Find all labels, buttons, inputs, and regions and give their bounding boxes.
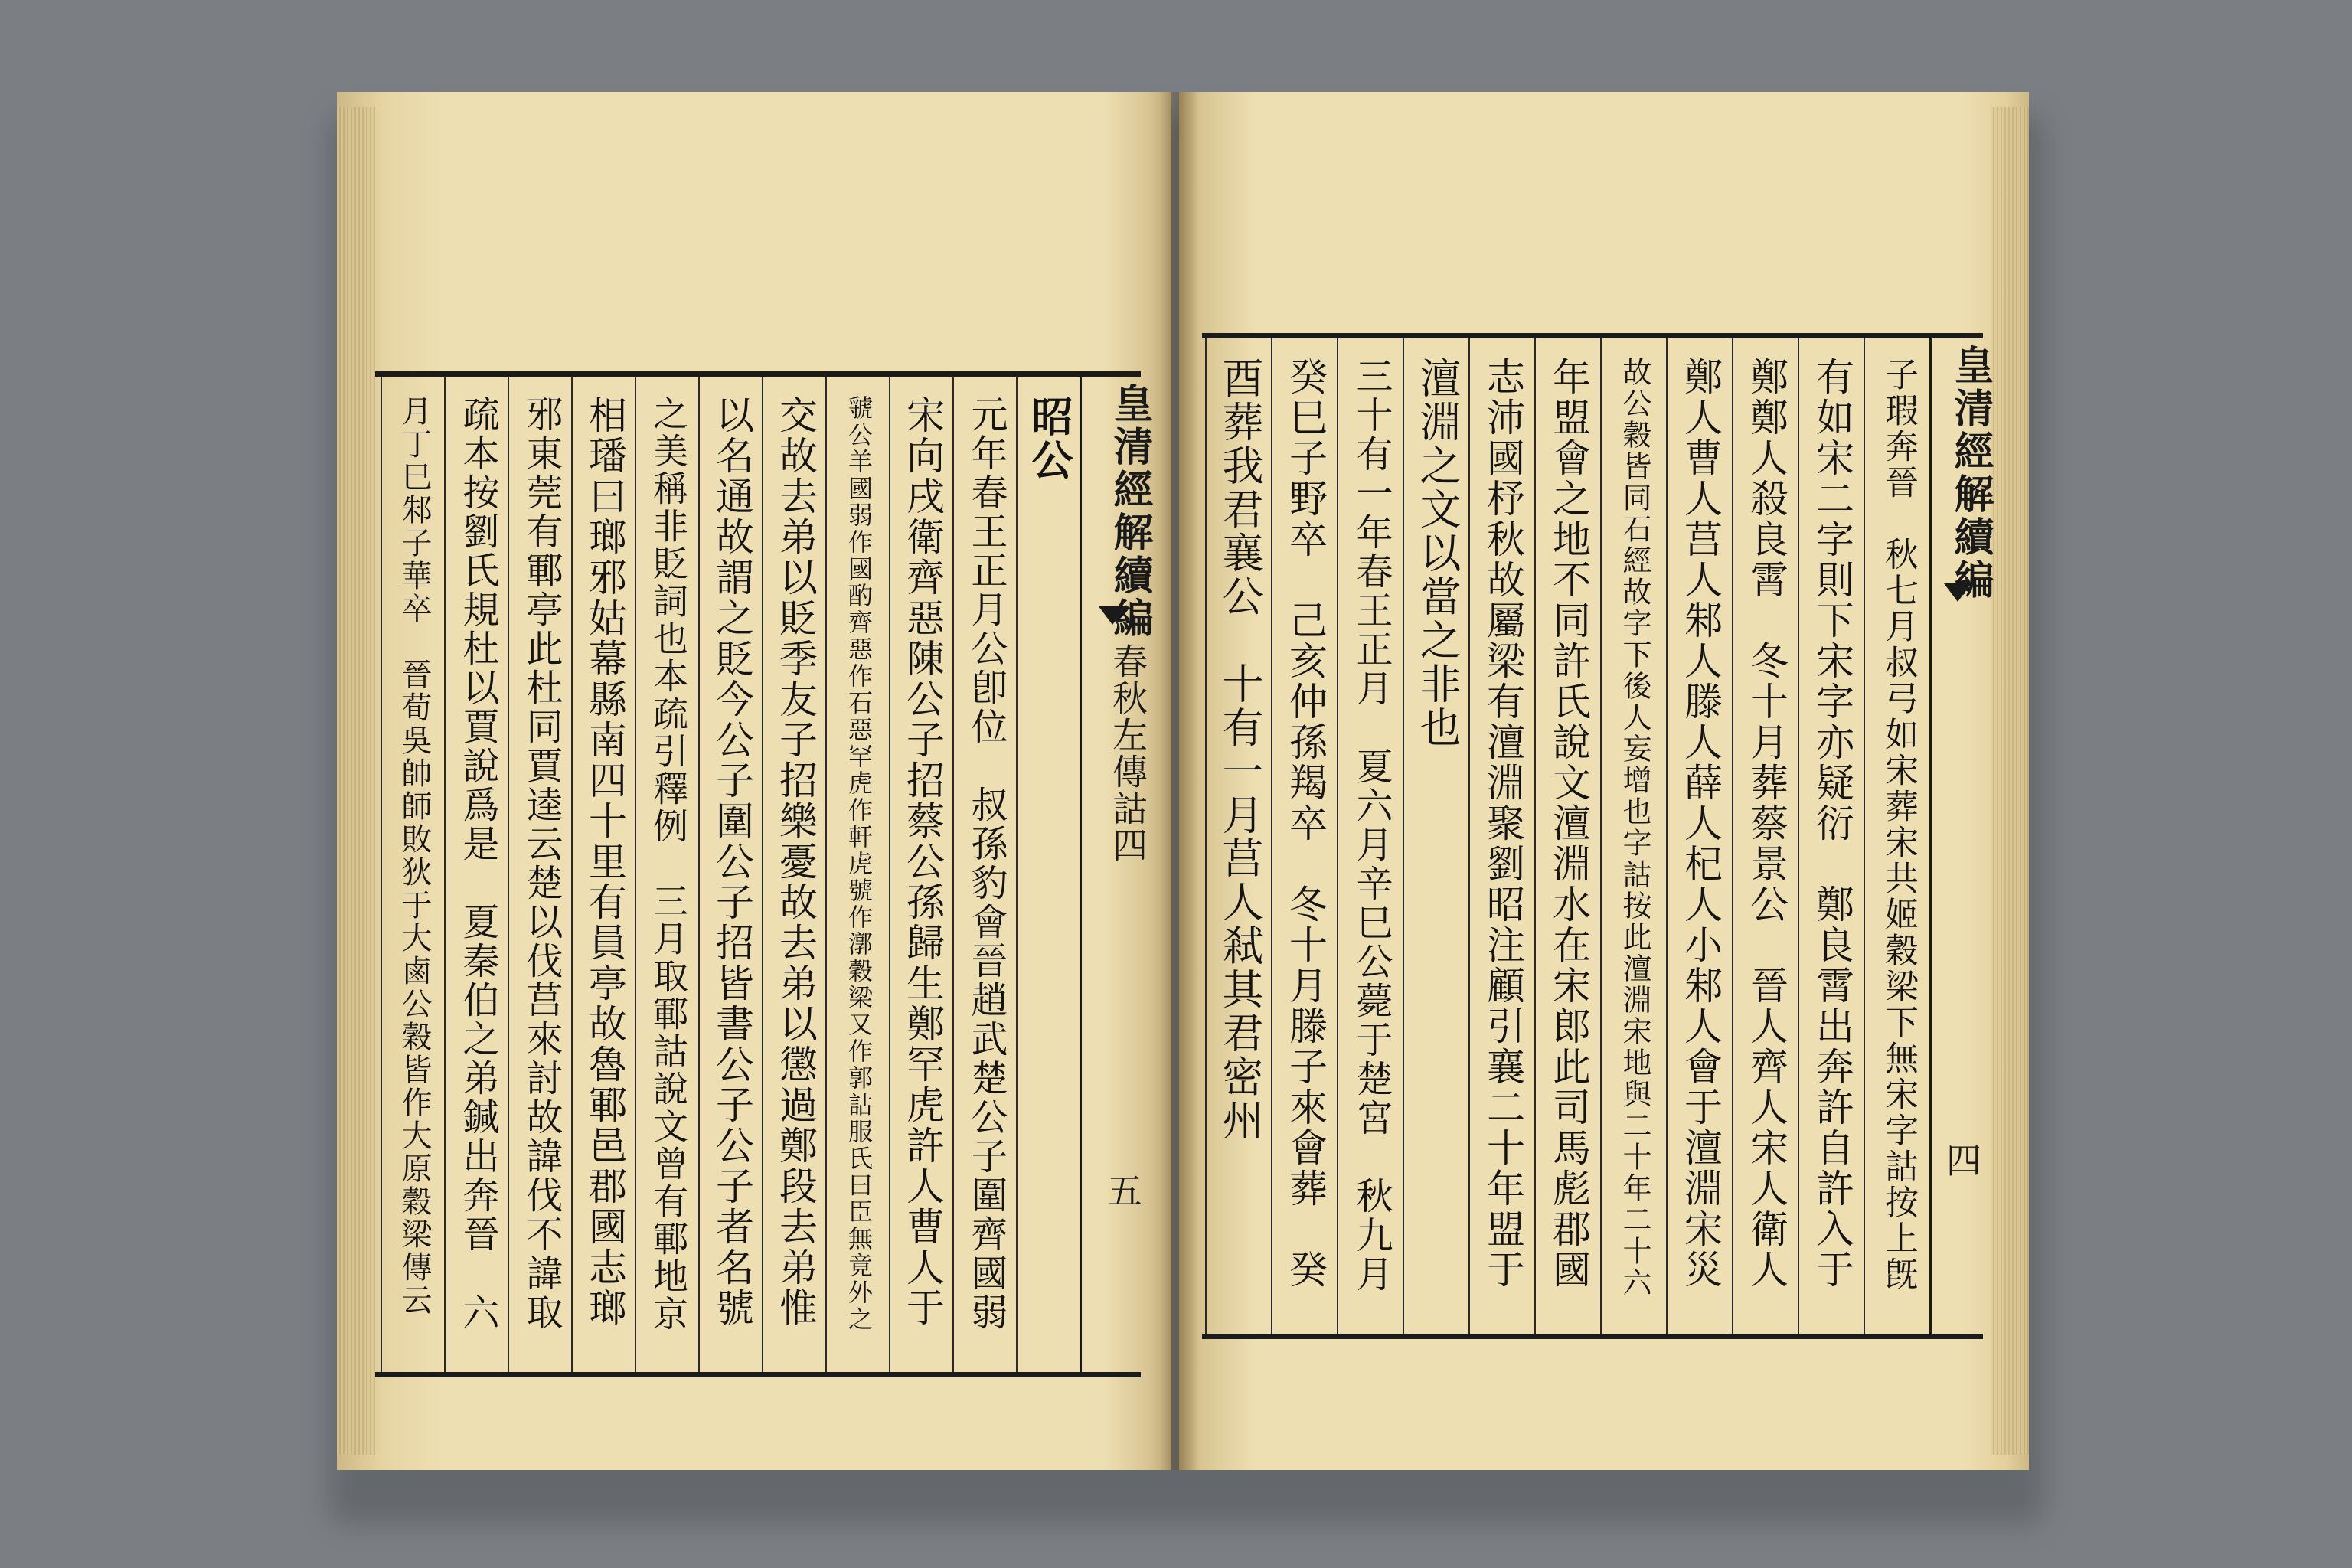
right-text-frame (1202, 333, 1983, 1339)
column-text: 鄭鄭人殺良霄 冬十月葬蔡景公 晉人齊人宋人衛人 (1744, 357, 1788, 1290)
column-text: 故公穀皆同石經故字下後人妄增也字詁按此澶淵宋地與二十年二十六 (1618, 357, 1651, 1298)
left_page-column (635, 377, 700, 1372)
column-text: 宋向戌衛齊惡陳公子招蔡公孫歸生鄭罕虎許人曹人于 (900, 395, 945, 1328)
left_page-column (952, 377, 1018, 1372)
left-margin-subtitle: 春秋左傳詁四 (1107, 643, 1148, 864)
right_page-column (1205, 338, 1272, 1334)
column-text: 月丁巳邾子華卒 晉荀吳帥師敗狄于大鹵公穀皆作大原穀梁傳云 (397, 395, 432, 1317)
left_page-column (762, 377, 827, 1372)
right-page-edges (1991, 107, 2029, 1455)
left-text-frame (375, 371, 1141, 1377)
right_page-column (1468, 338, 1536, 1334)
column-text: 以名通故謂之貶今公子圍公子招皆書公子公子者名號 (710, 395, 754, 1328)
right_page-column (1271, 338, 1338, 1334)
column-text: 三十有一年春王正月 夏六月辛巳公薨于楚宮 秋九月 (1350, 357, 1393, 1294)
left_page-column (825, 377, 890, 1372)
right_page-column (1403, 338, 1470, 1334)
chapter-heading: 昭公 (1025, 395, 1074, 482)
column-text: 子瑕奔晉 秋七月叔弓如宋葬宋共姬穀梁下無宋字詁按上旣 (1879, 357, 1918, 1292)
right_page-column (1732, 338, 1799, 1334)
column-text: 相璠曰瑯邪姑幕縣南四十里有員亭故魯鄆邑郡國志瑯 (583, 395, 627, 1328)
right-margin-title: 皇清經解續編 (1947, 345, 1994, 602)
column-text: 鄭人曹人莒人邾人滕人薛人杞人小邾人會于澶淵宋災 (1678, 357, 1723, 1290)
column-text: 酉葬我君襄公 十有一月莒人弒其君密州 (1216, 357, 1264, 1142)
column-text: 虢公羊國弱作國酌齊惡作石惡罕虎作軒虎號作漷穀梁又作郭詁服氏曰臣無竟外之 (844, 395, 874, 1333)
left_page-column (571, 377, 636, 1372)
left_page-column (889, 377, 954, 1372)
right_page-column (1534, 338, 1602, 1334)
column-text: 元年春王正月公卽位 叔孫豹會晉趙武楚公子圍齊國弱 (965, 395, 1008, 1332)
left_page-column (698, 377, 763, 1372)
column-text: 疏本按劉氏規杜以賈說爲是 夏秦伯之弟鍼出奔晉 六 (456, 395, 499, 1332)
right_page-column (1666, 338, 1733, 1334)
column-text: 之美稱非貶詞也本疏引釋例 三月取鄆詁說文曾有鄆地京 (648, 395, 689, 1333)
column-text: 邪東莞有鄆亭此杜同賈逵云楚以伐莒來討故諱伐不諱取 (520, 395, 563, 1332)
right_page-column (1798, 338, 1865, 1334)
left_page-column (508, 377, 573, 1372)
column-text: 有如宋二字則下宋字亦疑衍 鄭良霄出奔許自許入于 (1810, 357, 1854, 1290)
left_page-column (381, 377, 446, 1372)
left-page-edges (337, 107, 375, 1455)
column-text: 交故去弟以貶季友子招樂憂故去弟以懲過鄭段去弟惟 (773, 395, 818, 1328)
left-margin-title: 皇清經解續編 (1106, 383, 1153, 640)
left_page-column (444, 377, 509, 1372)
right_page-column (1864, 338, 1931, 1334)
right-folio: 四 (1946, 1140, 1981, 1181)
right_page-column (1337, 338, 1404, 1334)
left-folio: 五 (1107, 1171, 1142, 1212)
column-text: 志沛國杼秋故屬梁有澶淵聚劉昭注顧引襄二十年盟于 (1481, 357, 1525, 1290)
right_page-column (1600, 338, 1668, 1334)
book-gutter (1160, 92, 1198, 1470)
column-text: 年盟會之地不同許氏說文澶淵水在宋郎此司馬彪郡國 (1547, 357, 1591, 1290)
column-text: 澶淵之文以當之非也 (1413, 357, 1462, 750)
left_page-column (1016, 377, 1081, 1372)
column-text: 癸巳子野卒 己亥仲孫羯卒 冬十月滕子來會葬 癸 (1283, 357, 1328, 1290)
